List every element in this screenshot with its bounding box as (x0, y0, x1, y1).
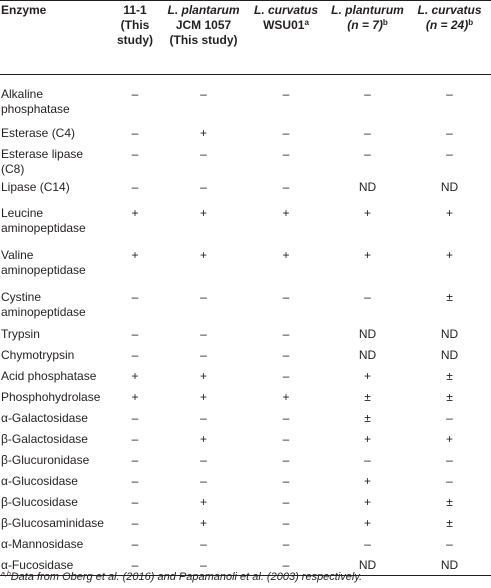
activity-cell: ± (446, 515, 453, 530)
activity-cell: – (200, 87, 207, 101)
activity-cell: + (199, 494, 207, 509)
activity-cell: ± (364, 389, 371, 404)
activity-cell: – (282, 410, 290, 425)
activity-cell: – (131, 494, 139, 509)
activity-cell: – (131, 410, 139, 425)
activity-cell: + (199, 205, 207, 220)
activity-cell: – (131, 146, 139, 161)
activity-cell: + (199, 125, 207, 140)
activity-cell: – (131, 125, 139, 140)
table-footnote (1, 571, 362, 583)
enzyme-name-cell: α-Glucosidase (1, 473, 78, 488)
activity-cell: + (131, 247, 139, 262)
activity-cell: – (282, 494, 290, 509)
enzyme-name-cell: Trypsin (1, 326, 40, 341)
activity-cell: + (282, 205, 290, 220)
activity-cell: – (200, 347, 207, 362)
activity-cell: ND (358, 326, 377, 341)
activity-cell: + (199, 515, 207, 530)
header-l-curvatus-wsu01: L. curvatus WSU01$^a$ (253, 3, 319, 32)
activity-cell: – (200, 179, 207, 194)
table-row (0, 345, 491, 366)
header-enzyme: Enzyme (1, 3, 47, 17)
activity-cell: – (446, 452, 453, 467)
activity-cell: + (363, 431, 371, 446)
activity-cell: – (446, 87, 453, 101)
enzyme-name-cell: Esterase (C4) (1, 125, 76, 140)
header-l-curvatus-n24: L. curvatus (n = 24)$^b$ (417, 3, 482, 32)
activity-cell: – (131, 473, 139, 488)
enzyme-name-cell: Lipase (C14) (1, 179, 70, 194)
activity-cell: – (200, 146, 207, 161)
table-row (0, 324, 491, 345)
table-row (0, 408, 491, 429)
activity-cell: ND (408, 555, 491, 576)
activity-cell: – (282, 179, 290, 194)
activity-cell: – (282, 347, 290, 362)
activity-cell: + (282, 247, 290, 262)
enzyme-name-cell: Chymotrypsin (1, 347, 75, 362)
activity-cell: – (364, 87, 371, 101)
activity-cell: – (200, 473, 207, 488)
activity-cell: ND (358, 347, 377, 362)
activity-cell: – (446, 536, 453, 551)
activity-cell: – (245, 555, 327, 576)
table-row (0, 123, 491, 144)
activity-cell: ± (446, 494, 453, 509)
activity-cell: + (445, 431, 453, 446)
footnote-marks: a,b (1, 571, 11, 578)
enzyme-name-cell: β-Glucosidase (1, 494, 78, 509)
table-row (0, 471, 491, 492)
table-row (0, 75, 491, 123)
activity-cell: + (363, 515, 371, 530)
activity-cell: – (364, 452, 371, 467)
table-row (0, 177, 491, 198)
activity-cell: – (200, 536, 207, 551)
activity-cell: ± (446, 368, 453, 383)
enzyme-name-cell: Alkaline phosphatase (1, 87, 70, 116)
activity-cell: – (364, 125, 371, 140)
table-row (0, 198, 491, 240)
activity-cell: + (445, 205, 453, 220)
activity-cell: + (199, 368, 207, 383)
activity-cell: ND (440, 347, 459, 362)
activity-cell: – (131, 326, 139, 341)
activity-cell: – (282, 473, 290, 488)
activity-cell: + (282, 389, 290, 404)
header-strain-11-1: 11-1 (This study) (117, 3, 153, 47)
activity-cell: ± (446, 289, 453, 304)
activity-cell: – (282, 431, 290, 446)
header-l-planturum-n7: L. planturum (n = 7)$^b$ (331, 3, 404, 32)
activity-cell: – (446, 410, 453, 425)
activity-cell: – (200, 452, 207, 467)
activity-cell: – (131, 179, 139, 194)
activity-cell: – (282, 452, 290, 467)
activity-cell: – (282, 146, 290, 161)
activity-cell: – (131, 431, 139, 446)
activity-cell: – (200, 326, 207, 341)
activity-cell: ND (440, 179, 459, 194)
enzyme-name-cell: α-Mannosidase (1, 536, 84, 551)
activity-cell: – (282, 125, 290, 140)
activity-cell: + (199, 247, 207, 262)
activity-cell: – (282, 536, 290, 551)
activity-cell: ND (440, 326, 459, 341)
activity-cell: + (131, 389, 139, 404)
table-row (0, 366, 491, 387)
table-row (0, 429, 491, 450)
activity-cell: – (446, 125, 453, 140)
activity-cell: – (131, 515, 139, 530)
activity-cell: ± (364, 410, 371, 425)
activity-cell: + (199, 431, 207, 446)
activity-cell: + (131, 205, 139, 220)
activity-cell: ± (446, 389, 453, 404)
activity-cell: + (445, 247, 453, 262)
enzyme-name-cell: α-Fucosidase (0, 555, 108, 576)
activity-cell: – (446, 146, 453, 161)
activity-cell: – (131, 452, 139, 467)
enzyme-name-cell: β-Galactosidase (1, 431, 88, 446)
activity-cell: + (131, 368, 139, 383)
table-row (0, 387, 491, 408)
footnote-text: Data from Oberg et al. (2016) and Papamanoli et al. (2003) respectively. (10, 571, 363, 583)
enzyme-name-cell: Valine aminopeptidase (1, 247, 86, 277)
activity-cell: – (282, 87, 290, 101)
activity-cell: – (200, 410, 207, 425)
activity-cell: – (446, 473, 453, 488)
activity-cell: – (131, 289, 139, 304)
activity-cell: – (131, 347, 139, 362)
activity-cell: – (282, 515, 290, 530)
activity-cell: + (363, 368, 371, 383)
activity-cell: – (131, 87, 139, 101)
activity-cell: – (282, 326, 290, 341)
activity-cell: ND (358, 179, 377, 194)
activity-cell: + (363, 473, 371, 488)
table-header (0, 1, 491, 75)
enzyme-name-cell: Acid phosphatase (1, 368, 97, 383)
enzyme-name-cell: Leucine aminopeptidase (1, 205, 86, 235)
table-row (0, 282, 491, 324)
enzyme-name-cell: β-Glucosaminidase (1, 515, 104, 530)
activity-cell: – (131, 536, 139, 551)
enzyme-name-cell: α-Galactosidase (1, 410, 88, 425)
activity-cell: ND (327, 555, 408, 576)
activity-cell: – (282, 368, 290, 383)
activity-cell: + (199, 389, 207, 404)
activity-cell: – (162, 555, 245, 576)
activity-cell: – (108, 555, 162, 576)
activity-cell: – (364, 536, 371, 551)
activity-cell: + (363, 205, 371, 220)
table-row (0, 240, 491, 282)
table-row (0, 450, 491, 471)
activity-cell: – (200, 289, 207, 304)
activity-cell: – (364, 146, 371, 161)
table-row (0, 513, 491, 534)
table-row (0, 534, 491, 555)
table-row (0, 492, 491, 513)
enzyme-name-cell: Phosphohydrolase (1, 389, 101, 404)
activity-cell: + (363, 247, 371, 262)
table-row (0, 144, 491, 177)
activity-cell: + (363, 494, 371, 509)
enzyme-name-cell: Esterase lipase (C8) (1, 146, 84, 176)
enzyme-name-cell: β-Glucuronidase (1, 452, 90, 467)
enzyme-name-cell: Cystine aminopeptidase (1, 289, 86, 319)
activity-cell: – (364, 289, 371, 304)
activity-cell: – (282, 289, 290, 304)
table-body (0, 75, 491, 576)
header-l-plantarum-jcm1057: L. plantarum JCM 1057 (This study) (167, 3, 240, 47)
